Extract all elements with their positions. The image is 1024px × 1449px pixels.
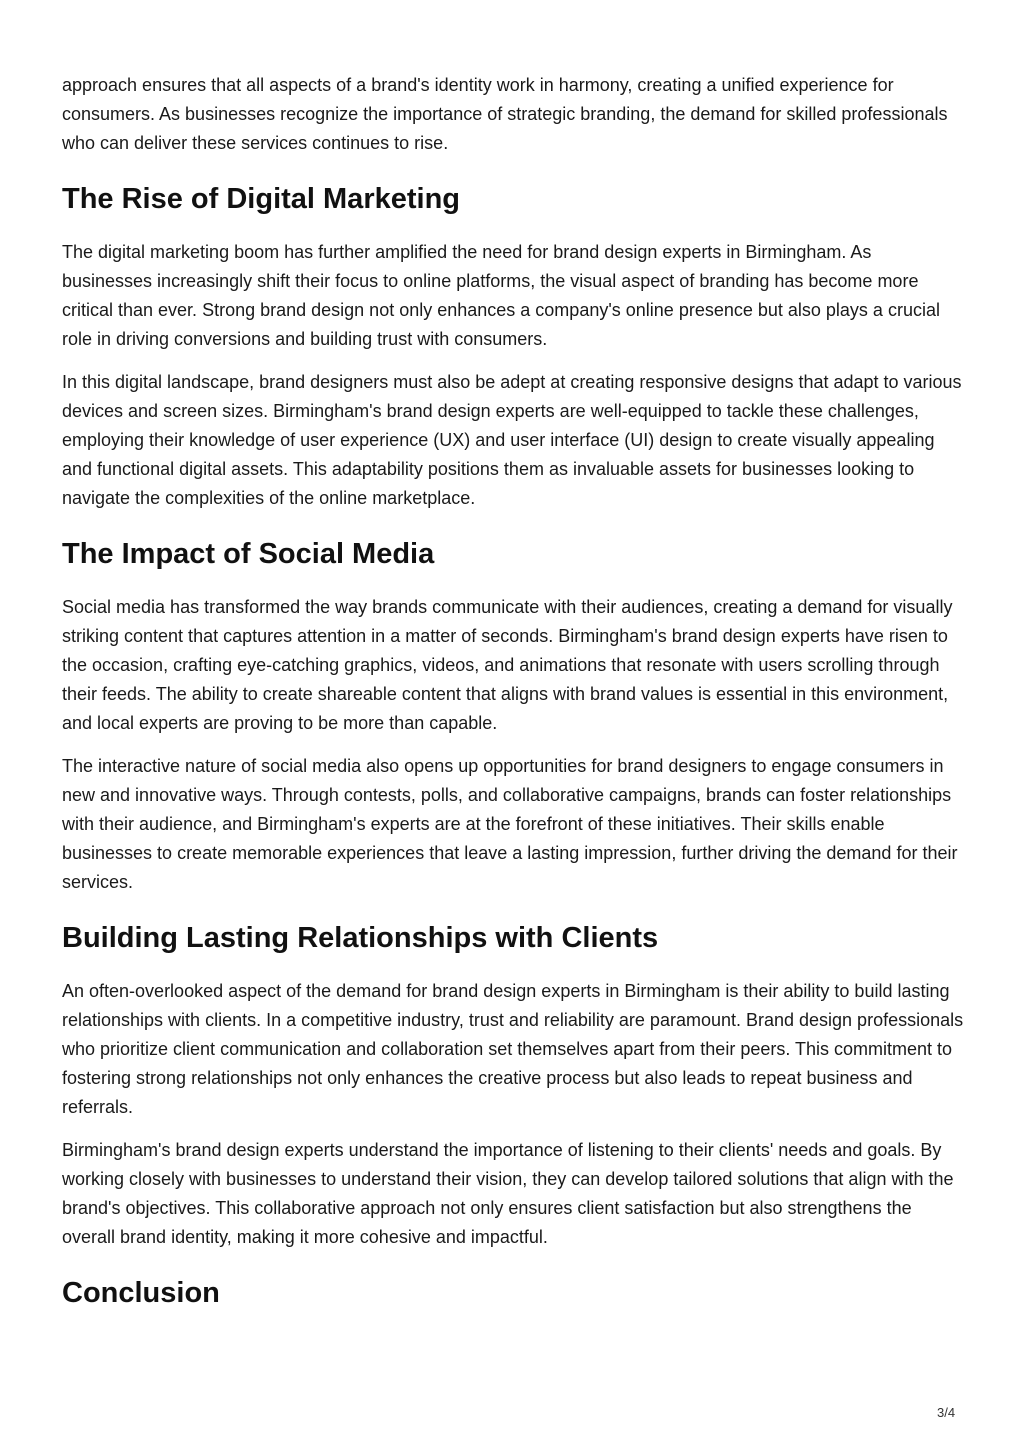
digital-marketing-paragraph-1: The digital marketing boom has further amplified the need for brand design experts in Birmingham. As businesses increasingly shift their focus to online platforms, the visual aspect of branding has become more critical than ever. Strong brand design not only enhances a company's online presence but also plays a crucial role in driving conversions and building trust with consumers. [62,242,940,349]
document-page [62,71,966,1332]
client-relationships-paragraph-1: An often-overlooked aspect of the demand for brand design experts in Birmingham is their ability to build lasting relationships with clients. In a competitive industry, trust and reliability are paramount. Brand design professionals who prioritize client communication and collaboration set themselves apart from their peers. This commitment to fostering strong relationships not only enhances the creative process but also leads to repeat business and referrals. [62,981,964,1117]
section-heading-social-media: The Impact of Social Media [62,538,435,570]
social-media-paragraph-1: Social media has transformed the way brands communicate with their audiences, creating a demand for visually striking content that captures attention in a matter of seconds. Birmingham's brand design experts have risen to the occasion, crafting eye-catching graphics, videos, and animations that resonate with users scrolling through their feeds. The ability to create shareable content that aligns with brand values is essential in this environment, and local experts are proving to be more than capable. [62,597,953,733]
intro-paragraph: approach ensures that all aspects of a brand's identity work in harmony, creating a unified experience for consumers. As businesses recognize the importance of strategic branding, the demand for skilled professionals who can deliver these services continues to rise. [62,75,948,153]
page-number: 3/4 [937,1405,956,1420]
section-heading-digital-marketing: The Rise of Digital Marketing [62,183,460,215]
section-heading-conclusion: Conclusion [62,1277,220,1309]
client-relationships-paragraph-2: Birmingham's brand design experts understand the importance of listening to their clients' needs and goals. By working closely with businesses to understand their vision, they can develop tailored solutions that align with the brand's objectives. This collaborative approach not only ensures client satisfaction but also strengthens the overall brand identity, making it more cohesive and impactful. [62,1140,954,1247]
social-media-paragraph-2: The interactive nature of social media also opens up opportunities for brand designers to engage consumers in new and innovative ways. Through contests, polls, and collaborative campaigns, brands can foster relationships with their audience, and Birmingham's experts are at the forefront of these initiatives. Their skills enable businesses to create memorable experiences that leave a lasting impression, further driving the demand for their services. [62,756,958,892]
section-heading-client-relationships: Building Lasting Relationships with Clients [62,922,659,954]
digital-marketing-paragraph-2: In this digital landscape, brand designers must also be adept at creating responsive designs that adapt to various devices and screen sizes. Birmingham's brand design experts are well-equipped to tackle these challenges, employing their knowledge of user experience (UX) and user interface (UI) design to create visually appealing and functional digital assets. This adaptability positions them as invaluable assets for businesses looking to navigate the complexities of the online marketplace. [62,372,962,508]
